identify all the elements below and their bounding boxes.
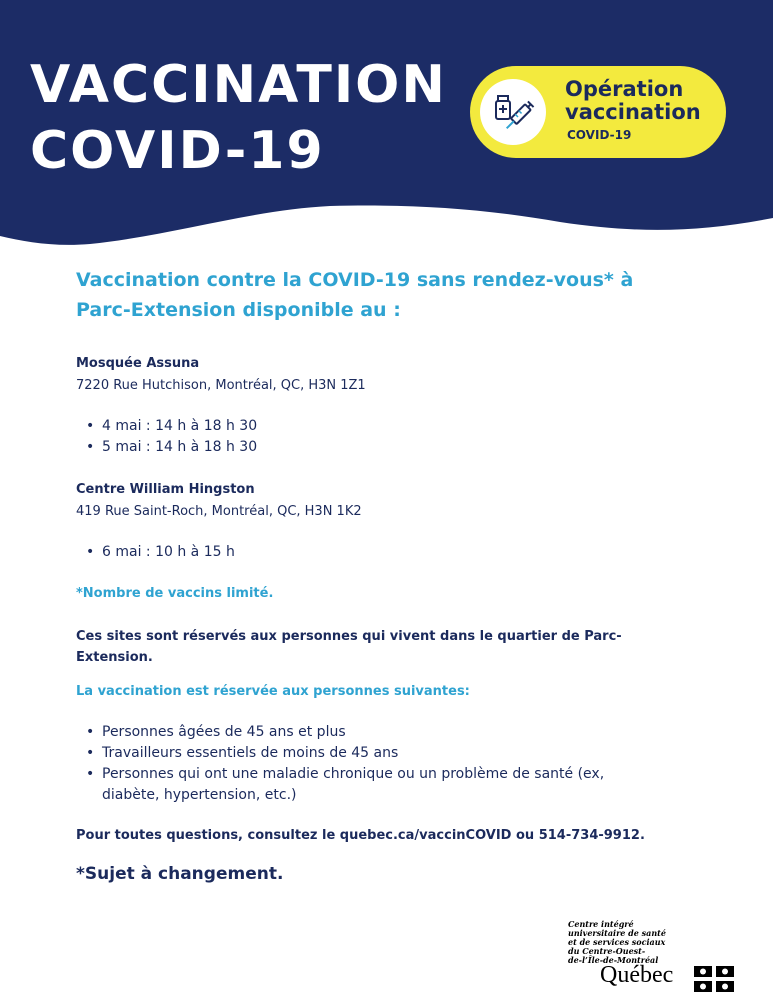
site-2-name: Centre William Hingston <box>76 482 255 497</box>
list-item-line-1: Personnes qui ont une maladie chronique ou un problème de santé (ex, <box>102 766 605 782</box>
intro-heading <box>76 265 716 325</box>
badge-icon-circle <box>480 79 546 145</box>
intro-heading-block <box>76 265 716 325</box>
list-item: • Travailleurs essentiels de moins de 45 ans <box>76 743 604 764</box>
org-line: universitaire de santé <box>568 928 666 938</box>
list-item: • 4 mai : 14 h à 18 h 30 <box>76 416 257 437</box>
list-item-line-2: diabète, hypertension, etc.) <box>102 787 297 803</box>
subject-to-change-note: *Sujet à changement. <box>76 864 284 884</box>
badge-line-1: Opération <box>565 77 684 101</box>
reserved-note-line-1: Ces sites sont réservés aux personnes qui vivent dans le quartier de Parc- <box>76 629 622 644</box>
quebec-fleur-de-lis-flag-icon <box>694 966 734 992</box>
badge-line-3: COVID-19 <box>567 128 632 142</box>
org-line: et de services sociaux <box>568 937 666 947</box>
org-line: de-l’Île-de-Montréal <box>568 955 659 965</box>
vaccine-vial-syringe-icon <box>488 87 538 137</box>
site-1-times <box>76 416 257 458</box>
site-2-times <box>76 542 235 563</box>
org-line: du Centre-Ouest- <box>568 946 646 956</box>
operation-vaccination-badge <box>470 66 726 158</box>
page-title <box>30 52 447 184</box>
intro-heading-line-2: Parc-Extension disponible au : <box>76 299 401 321</box>
ciusss-logo-text <box>568 920 666 965</box>
quebec-wordmark: Québec <box>600 962 674 988</box>
contact-info: Pour toutes questions, consultez le quebec.ca/vaccinCOVID ou 514-734-9912. <box>76 828 645 843</box>
site-2-address: 419 Rue Saint-Roch, Montréal, QC, H3N 1K2 <box>76 504 362 519</box>
badge-line-2: vaccination <box>565 100 701 124</box>
org-line: Centre intégré <box>568 919 634 929</box>
site-1-address: 7220 Rue Hutchison, Montréal, QC, H3N 1Z1 <box>76 378 366 393</box>
title-line-2: COVID-19 <box>30 121 325 181</box>
header-banner <box>0 0 773 250</box>
reserved-note-line-2: Extension. <box>76 650 153 665</box>
list-item: • 6 mai : 10 h à 15 h <box>76 542 235 563</box>
limited-vaccines-note: *Nombre de vaccins limité. <box>76 586 274 601</box>
eligibility-heading: La vaccination est réservée aux personnes suivantes: <box>76 684 470 699</box>
eligibility-list <box>76 722 604 806</box>
title-line-1: VACCINATION <box>30 55 447 115</box>
site-1-name: Mosquée Assuna <box>76 356 200 371</box>
intro-heading-line-1: Vaccination contre la COVID-19 sans rendez-vous* à <box>76 269 634 291</box>
list-item <box>76 764 604 806</box>
reserved-note <box>76 626 676 668</box>
list-item: • Personnes âgées de 45 ans et plus <box>76 722 604 743</box>
list-item: • 5 mai : 14 h à 18 h 30 <box>76 437 257 458</box>
